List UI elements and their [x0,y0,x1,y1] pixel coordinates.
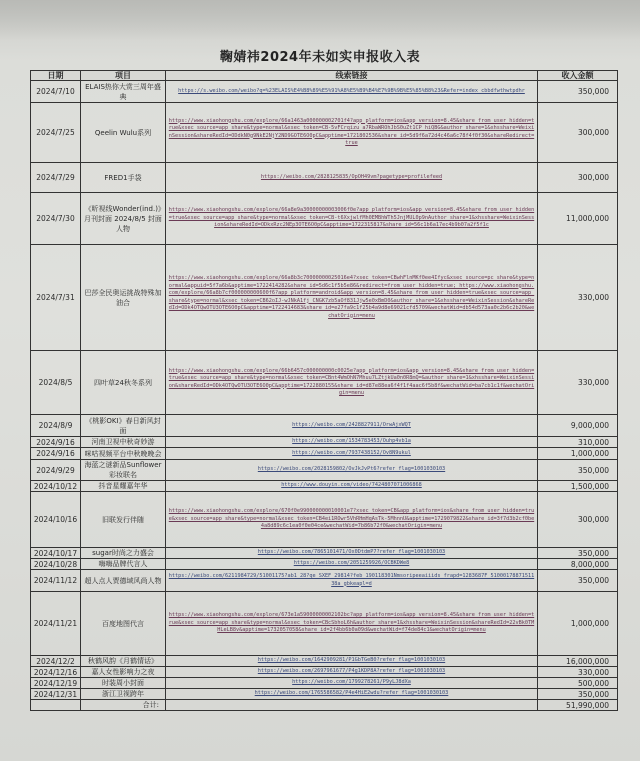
row-amount: 350,000 [538,570,618,592]
row-link[interactable]: https://weibo.com/1799278261/P9yLJ8dXa [166,678,538,689]
row-amount: 350,000 [538,81,618,103]
row-link[interactable]: https://weibo.com/1642909281/P1GbTGeB0?refer_flag=1001030103 [166,656,538,667]
table-row [31,448,618,460]
row-amount: 300,000 [538,163,618,193]
page-shadow [0,0,640,40]
row-amount: 300,000 [538,492,618,548]
row-item: 河南卫视中秋奇妙游 [81,437,166,448]
row-link[interactable]: https://weibo.com/6211984729/51001175?ab1_28?qe_SXEF_29814?feb_190118301Nmsoripeeaiiids_frapd=1283687F_5100017887151138a_gbkeapl=d [166,570,538,592]
row-link[interactable]: https://weibo.com/2697961677/P4g1KDP8A?refer_flag=1001030103 [166,667,538,678]
row-amount: 16,000,000 [538,656,618,667]
row-date: 2024/8/5 [31,351,81,415]
row-item: 嗨嗨品牌代言人 [81,559,166,570]
row-date: 2024/11/21 [31,592,81,656]
row-amount: 330,000 [538,351,618,415]
row-amount: 330,000 [538,245,618,351]
table-row [31,460,618,481]
row-item: 巴莎全民奥运挑战特殊加油合 [81,245,166,351]
row-item: 《昕视线Wonder(ind.)》月刊封面 2024/8/5 封面人物 [81,193,166,245]
table-row [31,492,618,548]
row-item: 秋鹤风韵《月鹤情话》 [81,656,166,667]
row-link[interactable]: https://weibo.com/7937438152/Ov8N9ukul [166,448,538,460]
table-row [31,163,618,193]
row-amount: 350,000 [538,548,618,559]
row-date: 2024/7/10 [31,81,81,103]
row-date: 2024/9/16 [31,448,81,460]
row-item: 超人点人贾德域风尚人物 [81,570,166,592]
income-table [30,70,618,711]
row-item: ELAIS热你大赏三周年盛典 [81,81,166,103]
table-row [31,548,618,559]
row-link[interactable]: https://www.xiaohongshu.com/explore/66a1463a000000002701f4?app_platform=ios&app_version=8.45&share_from_user_hidden=true&xsec_source=app_share&type=normal&xsec_token=CB-5vFCrqizu_a7RbaWROhJbS0uZt1CP_hiQBG&author_share=1&xhsshare=WeixinSession&shareRedId=ODdkN0g9NkE2NjY2ND9GOTE6O0pC&apptime=1721802536&share_id=5d9f6a72d4c46a6c78f4f0f30&shareRedirect=true [166,103,538,163]
table-row [31,351,618,415]
table-row [31,689,618,700]
row-amount: 500,000 [538,678,618,689]
table-row [31,245,618,351]
row-item: 四叶草24秋冬系列 [81,351,166,415]
row-amount: 300,000 [538,103,618,163]
row-item: FRED1手袋 [81,163,166,193]
row-date: 2024/12/2 [31,656,81,667]
table-header-row [31,71,618,81]
row-link[interactable]: https://weibo.com/1765586582/P4e4HiE2wdu?refer_flag=1001030103 [166,689,538,700]
row-link[interactable]: https://www.xiaohongshu.com/explore/66b6457c000000000c0025e?app_platform=ios&app_version=8.45&share_from_user_hidden=true&xsec_source=app_share&type=normal&xsec_token=CBnt4WmOhN7Mhuu7LZtjkUa0n0R8mQ=&author_share=1&xhsshare=WeixinSession&shareRedId=ODk4OTQwOTU3OTE6O0pC&apptime=1722880155&share_id=d87e88ea6f4f1f4aac6f5b8f&wechatWid=ba7cb1c1f&wechatOrigin=menu [166,351,538,415]
table-row [31,570,618,592]
row-date: 2024/7/30 [31,193,81,245]
row-amount: 9,000,000 [538,415,618,437]
document-title: 鞠婧祎2024年未如实申报收入表 [219,50,421,65]
row-link[interactable]: https://weibo.com/2051259926/OCBKDWe8 [166,559,538,570]
table-row [31,81,618,103]
row-amount: 11,000,000 [538,193,618,245]
row-link[interactable]: https://weibo.com/7865101471/Ox0DtdmP7?refer_flag=1001030103 [166,548,538,559]
row-date: 2024/12/19 [31,678,81,689]
table-row [31,481,618,492]
row-date: 2024/7/31 [31,245,81,351]
row-date: 2024/7/25 [31,103,81,163]
row-item: 百度地图代言 [81,592,166,656]
table-row [31,656,618,667]
row-date: 2024/10/12 [31,481,81,492]
row-link[interactable]: https://www.xiaohongshu.com/explore/673e1a59000000002102bc?app_platform=ios&app_version=8.45&share_from_user_hidden=true&xsec_source=app_share&type=normal&xsec_token=CBcSbhoL6h&author_share=1&xhsshare=WeixinSession&shareRedId=22vBk0TMHLeLB8v&apptime=1732057058&share_id=2f4bb6b0a09d&wechatWid=f74de84c1&wechatOrigin=menu [166,592,538,656]
row-date: 2024/10/17 [31,548,81,559]
row-item: 咪咕视频平台中秋晚晚会 [81,448,166,460]
row-item: 浙江卫视跨年 [81,689,166,700]
row-link[interactable]: https://weibo.com/1534783453/Ouhp4vb1a [166,437,538,448]
row-date: 2024/10/28 [31,559,81,570]
row-item: sugar时尚之力盛会 [81,548,166,559]
row-date: 2024/9/29 [31,460,81,481]
row-date: 2024/8/9 [31,415,81,437]
row-link[interactable]: https://www.xiaohongshu.com/explore/66a8b3c70000000025016e4?xsec_token=CBwhFlnMKf0ee4Ifyc&xsec_source=pc_share&type=normal&appuid=5f7a6b&apptime=1722414282&share_id=5d6c1f5b5e86&redirect=from_user_hidden=true; https://www.xiaohongshu.com/explore/66a8b7cf000000000600f6?app_platform=android&app_version=8.45&share_from_user_hidden=true&xsec_source=app_share&type=normal&xsec_token=CB62oIJ-wJNkA1fj_CNGK7zb5aOf831Jjw5e0xBmD0&author_share=1&xhsshare=WeixinSession&shareRedId=ODk4OTQwOTU3OTE6O0pC&apptime=1722414683&share_id=e27fa9c1f25b4a9d8e69021cfd5709&wechatWid=db54d573aa0c2b6c2b20&wechatOrigin=menu [166,245,538,351]
table-row [31,667,618,678]
header-item: 项目 [81,71,166,81]
total-amount: 51,990,000 [538,700,618,711]
row-date: 2024/11/12 [31,570,81,592]
row-link[interactable]: https://www.douyin.com/video/7424807071006868 [166,481,538,492]
total-label: 合计: [81,700,166,711]
row-link[interactable]: https://s.weibo.com/weibo?q=%23ELAIS%E4%B8%89%E5%91%A8%E5%B9%B4%E7%9B%9B%E5%85%B8%23&Refer=index_cbbdfwthwtpdhr [166,81,538,103]
table-row [31,592,618,656]
row-link[interactable]: https://weibo.com/2428827911/OrwAjxWQT [166,415,538,437]
row-amount: 1,000,000 [538,448,618,460]
total-row [31,700,618,711]
row-item: 海蓝之谜新品Sunflower彩妆联名 [81,460,166,481]
table-row [31,678,618,689]
row-date: 2024/7/29 [31,163,81,193]
table-row [31,103,618,163]
table-row [31,559,618,570]
row-amount: 350,000 [538,460,618,481]
row-item: 旧联发行伴随 [81,492,166,548]
row-link[interactable]: https://weibo.com/2828125835/OpOH49vm?pagetype=profilefeed [166,163,538,193]
row-date: 2024/9/16 [31,437,81,448]
header-link: 线索链接 [166,71,538,81]
row-item: 时装周小封面 [81,678,166,689]
row-item: 《桃影OKI》春日新风封面 [81,415,166,437]
table-row [31,193,618,245]
row-amount: 330,000 [538,667,618,678]
row-amount: 310,000 [538,437,618,448]
row-item: Qeelin Wulu系列 [81,103,166,163]
row-date: 2024/10/16 [31,492,81,548]
row-amount: 1,500,000 [538,481,618,492]
row-date: 2024/12/31 [31,689,81,700]
row-link[interactable]: https://www.xiaohongshu.com/explore/670f0e990000000010001e7?xsec_token=CB&app_platform=ios&share_from_user_hidden=true&xsec_source=app_share&type=normal&xsec_token=CB4ei1ROwr5VhRHmHqAsTk-5MhnnU&apptime=1729079822&share_id=3f7d3b2cf0be4a8d89c6c1ea0f0e04ce&wechatWid=7b86b72f0&wechatOrigin=menu [166,492,538,548]
total-empty [31,700,81,711]
table-row [31,415,618,437]
row-link[interactable]: https://weibo.com/2028159802/OvJkJvPt6?refer_flag=1001030103 [166,460,538,481]
table-row [31,437,618,448]
row-item: 嘉人女性影响力之夜 [81,667,166,678]
row-amount: 8,000,000 [538,559,618,570]
row-amount: 1,000,000 [538,592,618,656]
row-date: 2024/12/16 [31,667,81,678]
header-date: 日期 [31,71,81,81]
header-amount: 收入金额 [538,71,618,81]
row-item: 抖音星耀嘉年华 [81,481,166,492]
total-link-empty [166,700,538,711]
row-amount: 350,000 [538,689,618,700]
row-link[interactable]: https://www.xiaohongshu.com/explore/66a8e9a30000000003006f0e?app_platform=ios&app_version=8.45&share_from_user_hidden=true&xsec_source=app_share&type=normal&xsec_token=CB-t6XxjwlfMh0EMBhWTh5JnjMUL0p9nAuthor_share=1&xhsshare=WeixinSession&shareRedId=ODkxRzc2NEp3OTE6O0pC&apptime=1722315817&share_id=56c1b6a17ec4b9b07a2f5f1c [166,193,538,245]
